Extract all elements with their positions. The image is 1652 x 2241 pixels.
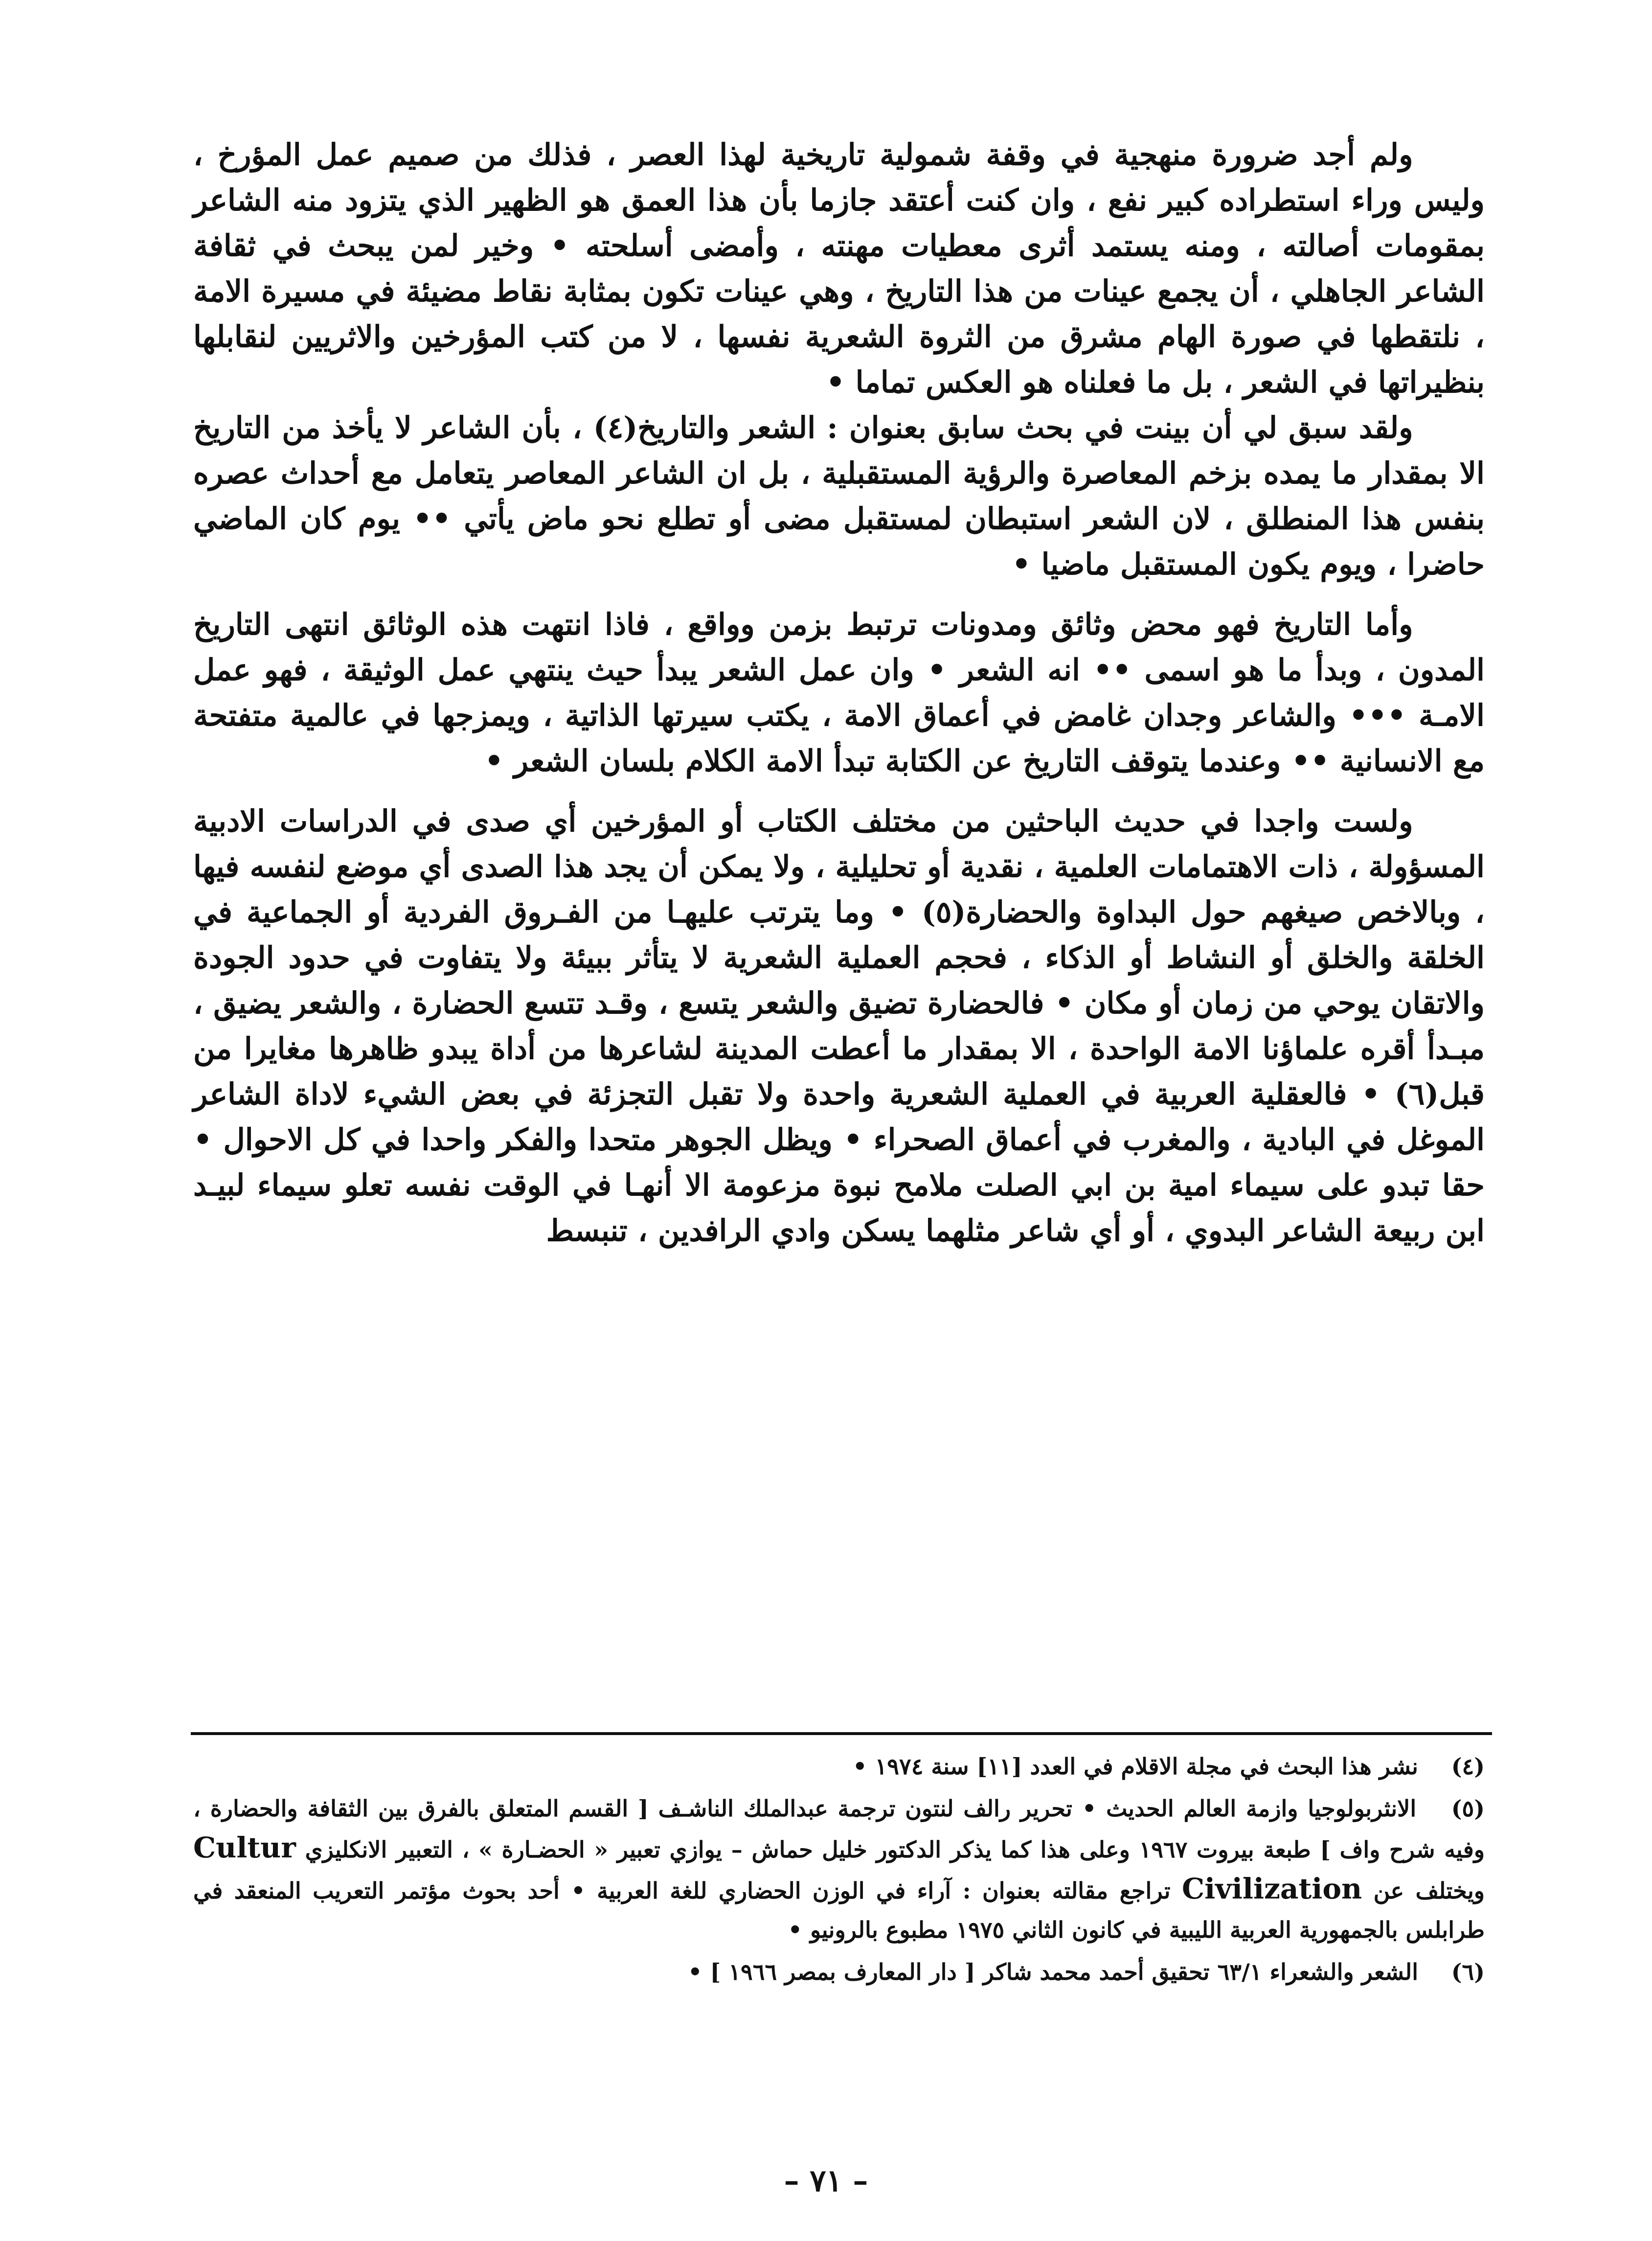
footnote-divider — [191, 1732, 1492, 1735]
footnote-number: (٥) — [1451, 1795, 1485, 1822]
page-number: – ٧١ – — [784, 2163, 868, 2198]
footnote-number: (٤) — [1451, 1753, 1485, 1780]
footnote-5 — [193, 1789, 1485, 1949]
footnote-4 — [193, 1747, 1485, 1786]
footnote-text: الانثربولوجيا وازمة العالم الحديث • تحرير رالف لنتون ترجمة عبدالملك الناشـف [ القسم المتعلق بالفرق بين الثقافة والحضارة ، وفيه شرح واف ] طبعة بيروت ١٩٦٧ وعلى هذا كما يذكر الدكتور خليل حماش – يوازي تعبير « الحضـارة » ، التعبير الانكليزي — [193, 1795, 1485, 1863]
paragraph-1: ولم أجد ضرورة منهجية في وقفة شمولية تاريخية لهذا العصر ، فذلك من صميم عمل المؤرخ ، وليس وراء استطراده كبير نفع ، وان كنت أعتقد جازما بأن هذا العمق هو الظهير الذي يتزود منه الشاعر بمقومات أصالته ، ومنه يستمد أثرى معطيات مهنته ، وأمضى أسلحته • وخير لمن يبحث في ثقافة الشاعر الجاهلي ، أن يجمع عينات من هذا التاريخ ، وهي عينات تكون بمثابة نقاط مضيئة في مسيرة الامة ، نلتقطها في صورة الهام مشرق من الثروة الشعرية نفسها ، لا من كتب المؤرخين والاثريين لنقابلها بنظيراتها في الشعر ، بل ما فعلناه هو العكس تماما • — [193, 137, 1485, 400]
paragraph-4: ولست واجدا في حديث الباحثين من مختلف الكتاب أو المؤرخين أي صدى في الدراسات الادبية المسؤولة ، ذات الاهتمامات العلمية ، نقدية أو تحليلية ، ولا يمكن أن يجد هذا الصدى أي موضع لنفسه فيها ، وبالاخص صيغهم حول البداوة والحضارة(٥) • وما يترتب عليهـا من الفـروق الفردية أو الجماعية في الخلقة والخلق أو النشاط أو الذكاء ، فحجم العملية الشعرية لا يتأثر ببيئة ولا يتفاوت في حدود الجودة والاتقان يوحي من زمان أو مكان • فالحضارة تضيق والشعر يتسع ، وقـد تتسع الحضارة ، والشعر يضيق ، مبـدأ أقره علماؤنا الامة الواحدة ، الا بمقدار ما أعطت المدينة لشاعرها من أداة يبدو ظاهرها مغايرا من قبل(٦) • فالعقلية العربية في العملية الشعرية واحدة ولا تقبل التجزئة في بعض الشيء لاداة الشاعر الموغل في البادية ، والمغرب في أعماق الصحراء • ويظل الجوهر متحدا والفكر واحدا في كل الاحوال • حقا تبدو على سيماء امية بن ابي الصلت ملامح نبوة مزعومة الا أنهـا في الوقت نفسه تعلو سيماء لبيـد ابن ربيعة الشاعر البدوي ، أو أي شاعر مثلهما يسكن وادي الرافدين ، تنبسط — [193, 804, 1485, 1248]
footnote-6 — [193, 1952, 1485, 1991]
footnote-text: تراجع مقالته بعنوان : آراء في الوزن الحضاري للغة العربية • أحد بحوث مؤتمر التعريب المنعقد في طرابلس بالجمهورية العربية الليبية في كانون الثاني ١٩٧٥ مطبوع بالرونيو • — [193, 1877, 1485, 1943]
latin-term-civilization: Civilization — [1181, 1872, 1362, 1905]
footnote-text: نشر هذا البحث في مجلة الاقلام في العدد [١١] سنة ١٩٧٤ • — [853, 1753, 1418, 1780]
footnote-text: ويختلف عن — [1373, 1877, 1485, 1904]
body-text — [193, 132, 1485, 1254]
footnote-text: الشعر والشعراء ٦٣/١ تحقيق أحمد محمد شاكر [ دار المعارف بمصر ١٩٦٦ ] • — [688, 1959, 1418, 1985]
paragraph-2: ولقد سبق لي أن بينت في بحث سابق بعنوان : الشعر والتاريخ(٤) ، بأن الشاعر لا يأخذ من التاريخ الا بمقدار ما يمده بزخم المعاصرة والرؤية المستقبلية ، بل ان الشاعر المعاصر يتعامل مع أحداث عصره بنفس هذا المنطلق ، لان الشعر استبطان لمستقبل مضى أو تطلع نحو ماض يأتي •• يوم كان الماضي حاضرا ، ويوم يكون المستقبل ماضيا • — [193, 411, 1485, 582]
latin-term-culture: Cultur — [193, 1831, 296, 1864]
footnotes — [193, 1747, 1485, 1994]
footnote-number: (٦) — [1451, 1959, 1485, 1985]
paragraph-3: وأما التاريخ فهو محض وثائق ومدونات ترتبط بزمن وواقع ، فاذا انتهت هذه الوثائق انتهى التاريخ المدون ، وبدأ ما هو اسمى •• انه الشعر • وان عمل الشعر يبدأ حيث ينتهي عمل الوثيقة ، فهو عمل الامـة ••• والشاعر وجدان غامض في أعماق الامة ، يكتب سيرتها الذاتية ، ويمزجها في عالمية متفتحة مع الانسانية •• وعندما يتوقف التاريخ عن الكتابة تبدأ الامة الكلام بلسان الشعر • — [193, 607, 1485, 778]
